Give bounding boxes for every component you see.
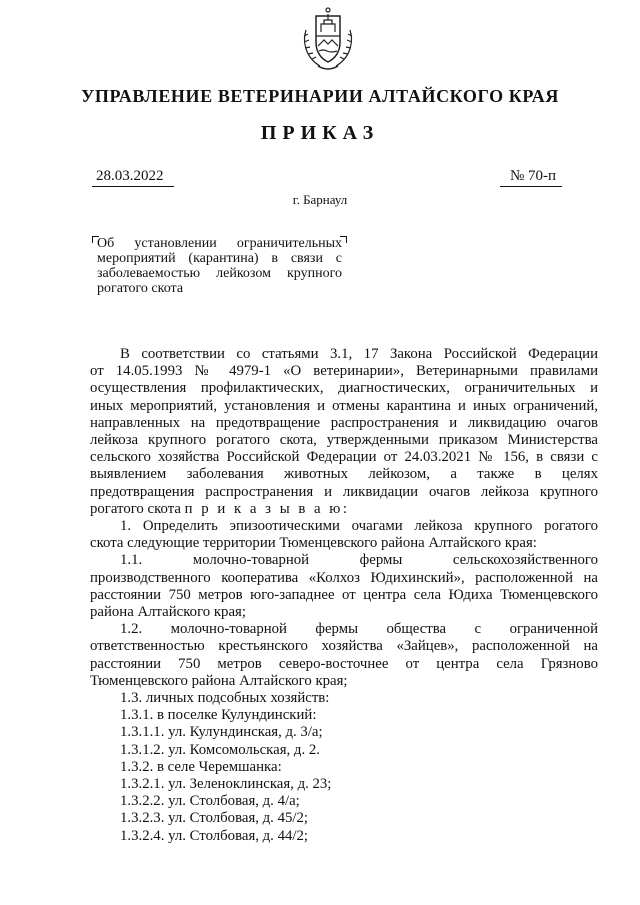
- body-line-text: района Алтайского края;: [90, 604, 246, 621]
- organization-name: УПРАВЛЕНИЕ ВЕТЕРИНАРИИ АЛТАЙСКОГО КРАЯ: [81, 86, 559, 106]
- body-line-text: В соответствии со статьями 3.1, 17 Закона Российской Федерации: [120, 346, 598, 362]
- body-line-text: осуществления профилактических, диагностических, ограничительных и: [90, 380, 598, 397]
- document-body: [90, 346, 598, 845]
- body-line-text: от 14.05.1993 № 4979-1 «О ветеринарии», Ветеринарными правилами: [90, 363, 598, 380]
- document-subject: [97, 236, 342, 296]
- body-line: [90, 380, 598, 397]
- body-line: [90, 346, 598, 363]
- body-line: [90, 415, 598, 432]
- order-verb: п р и к а з ы в а ю:: [184, 500, 350, 517]
- body-line-text: Тюменцевского района Алтайского края;: [90, 672, 348, 689]
- body-line-text: лейкоза крупного рогатого скота, утвержденными приказом Министерства: [90, 432, 598, 449]
- body-line: [90, 828, 598, 845]
- body-line: [90, 398, 598, 415]
- body-line-text: производственного кооператива «Колхоз Юдихинский», расположенной на: [90, 569, 598, 586]
- subject-line: мероприятий (карантина) в связи с: [97, 251, 342, 266]
- subject-line: рогатого скота: [97, 281, 184, 296]
- body-line: [90, 742, 598, 759]
- body-line-text: расстоянии 750 метров северо-восточнее от центра села Грязново: [90, 655, 598, 672]
- body-line: [90, 570, 598, 587]
- body-line-text: 1.3.2.3. ул. Столбовая, д. 45/2;: [120, 810, 308, 827]
- body-line-text: 1.3.2. в селе Черемшанка:: [120, 758, 282, 775]
- body-line: [90, 638, 598, 655]
- body-line: [90, 793, 598, 810]
- body-line-text: 1.1. молочно-товарной фермы сельскохозяйственного: [120, 552, 598, 569]
- body-line: [90, 484, 598, 501]
- body-line: [90, 363, 598, 380]
- body-line-text: ответственностью крестьянского хозяйства «Зайцев», расположенной на: [90, 638, 598, 655]
- body-line-text: 1.3. личных подсобных хозяйств:: [120, 690, 330, 707]
- body-line-text: сельского хозяйства Российской Федерации от 24.03.2021 № 156, в связи с: [90, 449, 598, 466]
- subject-line: заболеваемостью лейкозом крупного: [97, 266, 342, 281]
- document-date: 28.03.2022: [96, 168, 164, 184]
- body-line-text: 1.3.2.2. ул. Столбовая, д. 4/а;: [120, 793, 300, 810]
- body-line: [90, 432, 598, 449]
- document-number: № 70-п: [510, 168, 557, 184]
- body-line-text: 1.3.1.1. ул. Кулундинская, д. 3/а;: [120, 724, 323, 741]
- body-line-text: направленных на предотвращение распространения и ликвидацию очагов: [90, 414, 598, 431]
- body-line-text: 1.2. молочно-товарной фермы общества с ограниченной: [120, 621, 598, 638]
- body-line-text: 1.3.2.1. ул. Зеленоклинская, д. 23;: [120, 776, 332, 793]
- coat-of-arms-emblem: [296, 2, 360, 74]
- document-type-title: ПРИКАЗ: [260, 122, 380, 144]
- body-line-text: выявлением заболевания животных лейкозом, а также в целях: [90, 466, 598, 483]
- body-line: [90, 518, 598, 535]
- subject-line: Об установлении ограничительных: [97, 236, 342, 251]
- body-line-text: скота следующие территории Тюменцевского района Алтайского края:: [90, 535, 537, 552]
- body-line-text: рогатого скота: [90, 500, 181, 517]
- document-city: г. Барнаул: [292, 192, 348, 207]
- date-underline: [92, 186, 174, 187]
- body-line: [90, 501, 598, 518]
- body-line: [90, 776, 598, 793]
- body-line-text: иных мероприятий, установления и отмены карантина и иных ограничений,: [90, 397, 598, 414]
- body-line: [90, 724, 598, 741]
- number-underline: [500, 186, 562, 187]
- body-line: [90, 552, 598, 569]
- body-line: [90, 466, 598, 483]
- body-line-text: 1.3.2.4. ул. Столбовая, д. 44/2;: [120, 827, 308, 844]
- body-line: [90, 587, 598, 604]
- body-line: [90, 707, 598, 724]
- body-line-text: 1. Определить эпизоотическими очагами лейкоза крупного рогатого: [120, 518, 598, 535]
- body-line-text: 1.3.1. в поселке Кулундинский:: [120, 707, 317, 724]
- body-line: [90, 449, 598, 466]
- body-line: [90, 810, 598, 827]
- body-line: [90, 673, 598, 690]
- body-line: [90, 690, 598, 707]
- body-line: [90, 604, 598, 621]
- body-line: [90, 621, 598, 638]
- body-line: [90, 759, 598, 776]
- body-line-text: предотвращения распространения и ликвидации очагов лейкоза крупного: [90, 483, 598, 500]
- body-line: [90, 535, 598, 552]
- body-line-text: расстоянии 750 метров юго-западнее от центра села Юдиха Тюменцевского: [90, 586, 598, 603]
- body-line: [90, 656, 598, 673]
- body-line-text: 1.3.1.2. ул. Комсомольская, д. 2.: [120, 741, 320, 758]
